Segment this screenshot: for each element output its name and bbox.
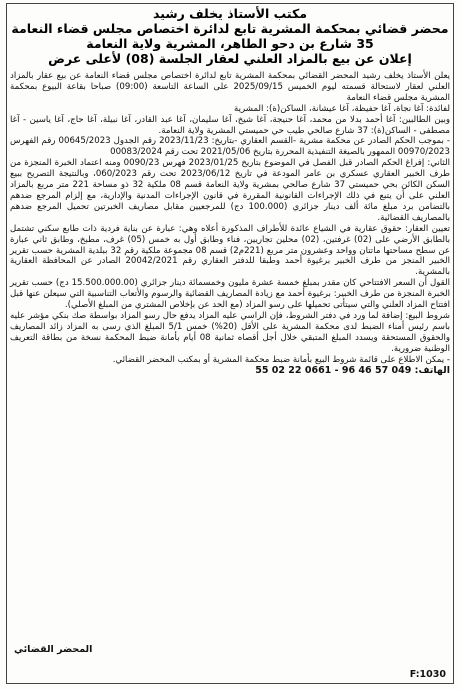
property-description: تعيين العقار: حقوق عقارية في الشياع عائدة للأطراف المذكورة أعلاه وهي: عبارة عن بناية فردية ذات طابع سكني تشتمل بالطابق الأرضي على (02) غرفتين، (02) محلين تجاريين، فناء وطابق أول به خمس (05) غرف، مطبخ، وطابق ثاني عبارة عن سطح مساحتها ماتتان وواحد وعشرون متر مربع (221م2) قسم 08 مجموعة ملكية رقم 32 ببلدية المشرية حسب تقرير الخبير المنجز من طرف الخبير برغيوة أحمد وطبقا للدفتر العقاري رقم 20042/2021 الصادر عن المحافظة العقارية بالمشرية. — [10, 223, 450, 278]
phone-line — [10, 366, 450, 377]
bailiff-signature: المحضر القضائي — [14, 644, 93, 655]
notice-footer — [14, 644, 446, 680]
sale-conditions: شروط البيع: إضافة لما ورد في دفتر الشروط، فإن الراسي عليه المزاد يدفع حال رسو المزاد بواسطة صك بنكي مؤشر عليه باسم رئيس أمناء الضبط لدى محكمة المشرية على الأقل (20%) خمس 5/1 المبلغ الذي رسى به المزاد زائد المصاريف والحقوق المستحقة ويسدد المبلغ المتبقي خلال أجل أقصاه ثمانية 08 أيام بأمانة ضبط المحكمة نسخة من بطاقة التعريف الوطنية ضرورية. — [10, 310, 450, 354]
phone-label: الهاتف: — [414, 365, 450, 377]
notice-title: إعلان عن بيع بالمزاد العلني لعقار الجلسة (08) لأعلى عرض — [48, 51, 412, 66]
bailiff-title: محضر قضائي بمحكمة المشرية تابع لدائرة اختصاص مجلس قضاء النعامة — [11, 21, 449, 36]
beneficiaries: لفائدة: آغا نجاة، آغا حفيظة، آغا عيشانة، الساكن(ة): المشرية — [234, 103, 450, 114]
intro-paragraph: يعلن الأستاذ يخلف رشيد المحضر القضائي بمحكمة المشرية تابع لدائرة اختصاص مجلس قضاء النعامة عن بيع عقار بالمزاد العلني لعقار لاستحالة قسمته ليوم الخميس 2025/09/15 على الساعة التاسعة (09:00) صباحا بقاعة البيوع بمحكمة المشرية مجلس قضاء النعامة — [10, 71, 450, 103]
consultation-note: - يمكن الاطلاع على قائمة شروط البيع بأمانة ضبط محكمة المشرية أو بمكتب المحضر القضائي. — [112, 354, 450, 365]
opening-price: القول أن السعر الافتتاحي كان مقدر بمبلغ خمسة عشرة مليون وخمسمائة دينار جزائري (15.500.000.00 دج) حسب تقرير الخبرة المنجزة من طرف الخبير: برغيوة أحمد مع زيادة المصاريف القضائية والرسوم والأتعاب التناسبية التي سيعلن عنها قبل افتتاح المزاد العلني والتي سيتأتى تحميلها على رسو المزاد (مع الحد عن بإخلاص المشتري من المبلغ الأصلي). — [10, 278, 450, 311]
judgment-ruling: الثاني: إفراغ الحكم الصادر قبل الفصل في الموضوع بتاريخ 2023/01/25 فهرس 0090/23 ومنه اعتماد الخبرة المنجزة من طرف الخبير العقاري عسكري بن عامر المودعة في تاريخ 2023/06/12 تحت رقم 060/2023، وبالنتيجة التصريح ببيع السكن الكائن بحي حميستي 37 شارع صالحي بمشرية ولاية النعامة قسم 08 ملكية 32 ذو مساحة 221 متر مربع بالمزاد العلني على أن يتبع في ذلك الإجراءات القانونية المقررة في قانون الإجراءات المدنية والإدارية، مع إلزام المرجع ضدهم بالتضامن برد مبلغ مائة ألف دينار جزائري (100.000 دج) للمرجعيين مقابل مصاريف الخبرتين تحميل المرجع ضدهم بالمصاريف القضائية. — [10, 158, 451, 223]
notice-code: F:1030 — [409, 669, 446, 680]
notice-body — [10, 71, 450, 377]
office-name: مكتب الأستاذ يخلف رشيد — [153, 6, 307, 21]
phone-numbers: 049 57 46 96 - 0661 22 02 55 — [255, 365, 412, 377]
office-address: 35 شارع بن دحو الطاهر، المشرية ولاية النعامة — [86, 36, 374, 51]
requesters: وبين الطالبين: آغا أحمد بدلا من محمد، آغا حنيجة، آغا شيخ، آغا سليمان، آغا عبد القادر، آغا نبيلة، آغا حاج، آغا ياسين - آغا مصطفى - الساكن(ة): 37 شارع صالحي طيب حي حميستي المشرية ولاية النعامة. — [10, 114, 450, 136]
judgment-reference: - بموجب الحكم الصادر عن محكمة مشرية -القسم العقاري -بتاريخ: 2023/11/23 رقم الجدول 00645/2023 رقم الفهرس 00970/2023 الممهور بالصيغة التنفيذية المحررة بتاريخ 2021/05/06 تحت رقم 00083/2024 — [10, 136, 450, 158]
